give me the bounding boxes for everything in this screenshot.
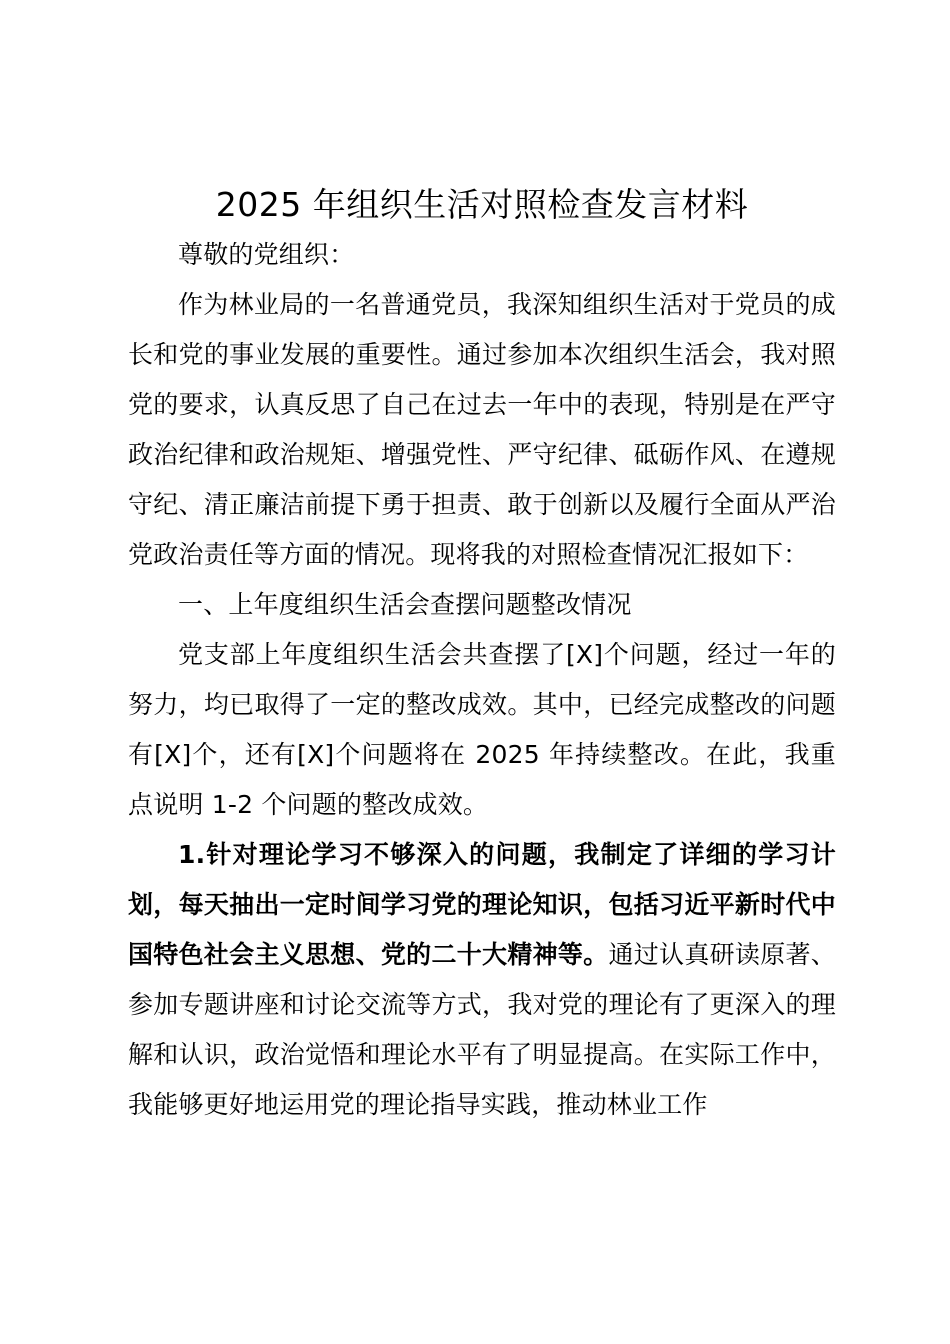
section-body-paragraph: 党支部上年度组织生活会共查摆了[X]个问题，经过一年的努力，均已取得了一定的整改成效。其中，已经完成整改的问题有[X]个，还有[X]个问题将在 2025 年持续整改。在此，我重点说明 1-2 个问题的整改成效。: [128, 640, 836, 819]
intro-paragraph: 作为林业局的一名普通党员，我深知组织生活对于党员的成长和党的事业发展的重要性。通过参加本次组织生活会，我对照党的要求，认真反思了自己在过去一年中的表现，特别是在严守政治纪律和政治规矩、增强党性、严守纪律、砥砺作风、在遵规守纪、清正廉洁前提下勇于担责、敢于创新以及履行全面从严治党政治责任等方面的情况。现将我的对照检查情况汇报如下：: [128, 290, 836, 569]
section-heading: 一、上年度组织生活会查摆问题整改情况: [178, 590, 632, 619]
item-paragraph: [128, 830, 836, 1130]
salutation: 尊敬的党组织：: [178, 240, 355, 269]
document-title: 2025 年组织生活对照检查发言材料: [215, 185, 749, 224]
document-page: [128, 180, 836, 1130]
item-bold-lead: 1.针对理论学习不够深入的问题，我制定了详细的学习计划，每天抽出一定时间学习党的理论知识，包括习近平新时代中国特色社会主义思想、党的二十大精神等。: [128, 840, 836, 969]
item-body-text: 通过认真研读原著、参加专题讲座和讨论交流等方式，我对党的理论有了更深入的理解和认识，政治觉悟和理论水平有了明显提高。在实际工作中，我能够更好地运用党的理论指导实践，推动林业工作: [128, 940, 836, 1119]
